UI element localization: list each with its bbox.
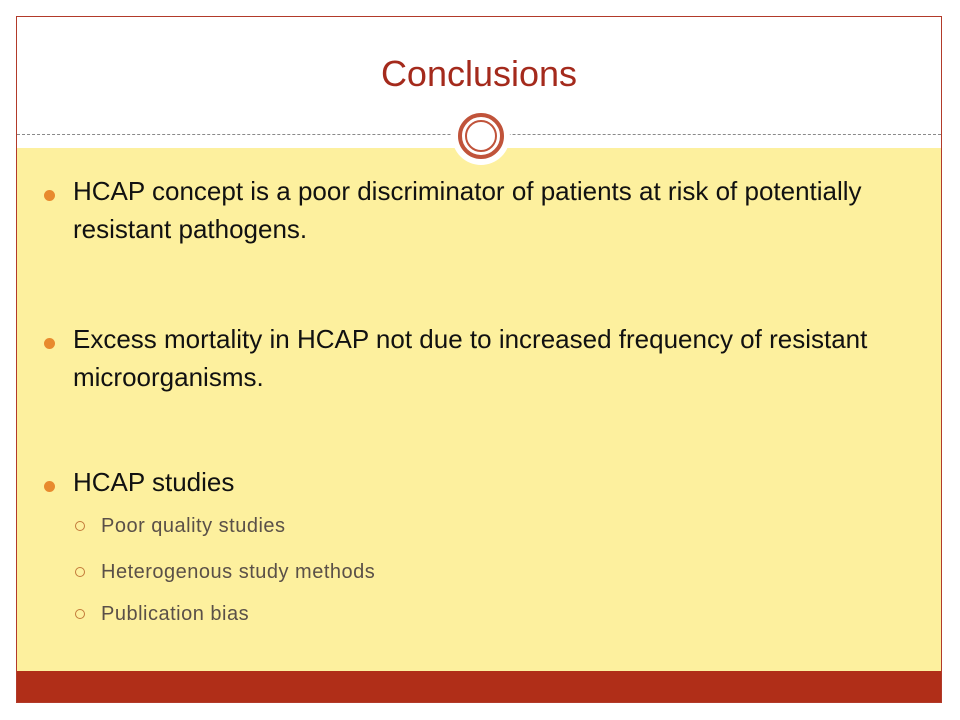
bullet-item-2: Excess mortality in HCAP not due to increased frequency of resistant microorganisms. [73,324,868,392]
bullet-item-3: HCAP studies [73,467,235,497]
ring-ornament-inner-circle [465,120,497,152]
content-area [17,148,941,671]
bullet-dot-icon [44,190,55,201]
bullet-item-1: HCAP concept is a poor discriminator of patients at risk of potentially resistant pathogens. [73,176,862,244]
sub-bullet-circle-icon [75,521,85,531]
bullet-dot-icon [44,481,55,492]
sub-bullet-circle-icon [75,609,85,619]
slide [16,16,942,703]
slide-title: Conclusions [380,53,578,94]
footer-bar [17,671,941,703]
sub-bullet-item-2: Heterogenous study methods [101,561,376,583]
bullet-dot-icon [44,338,55,349]
sub-bullet-item-3: Publication bias [101,603,250,625]
sub-bullet-item-1: Poor quality studies [101,515,286,537]
sub-bullet-circle-icon [75,567,85,577]
